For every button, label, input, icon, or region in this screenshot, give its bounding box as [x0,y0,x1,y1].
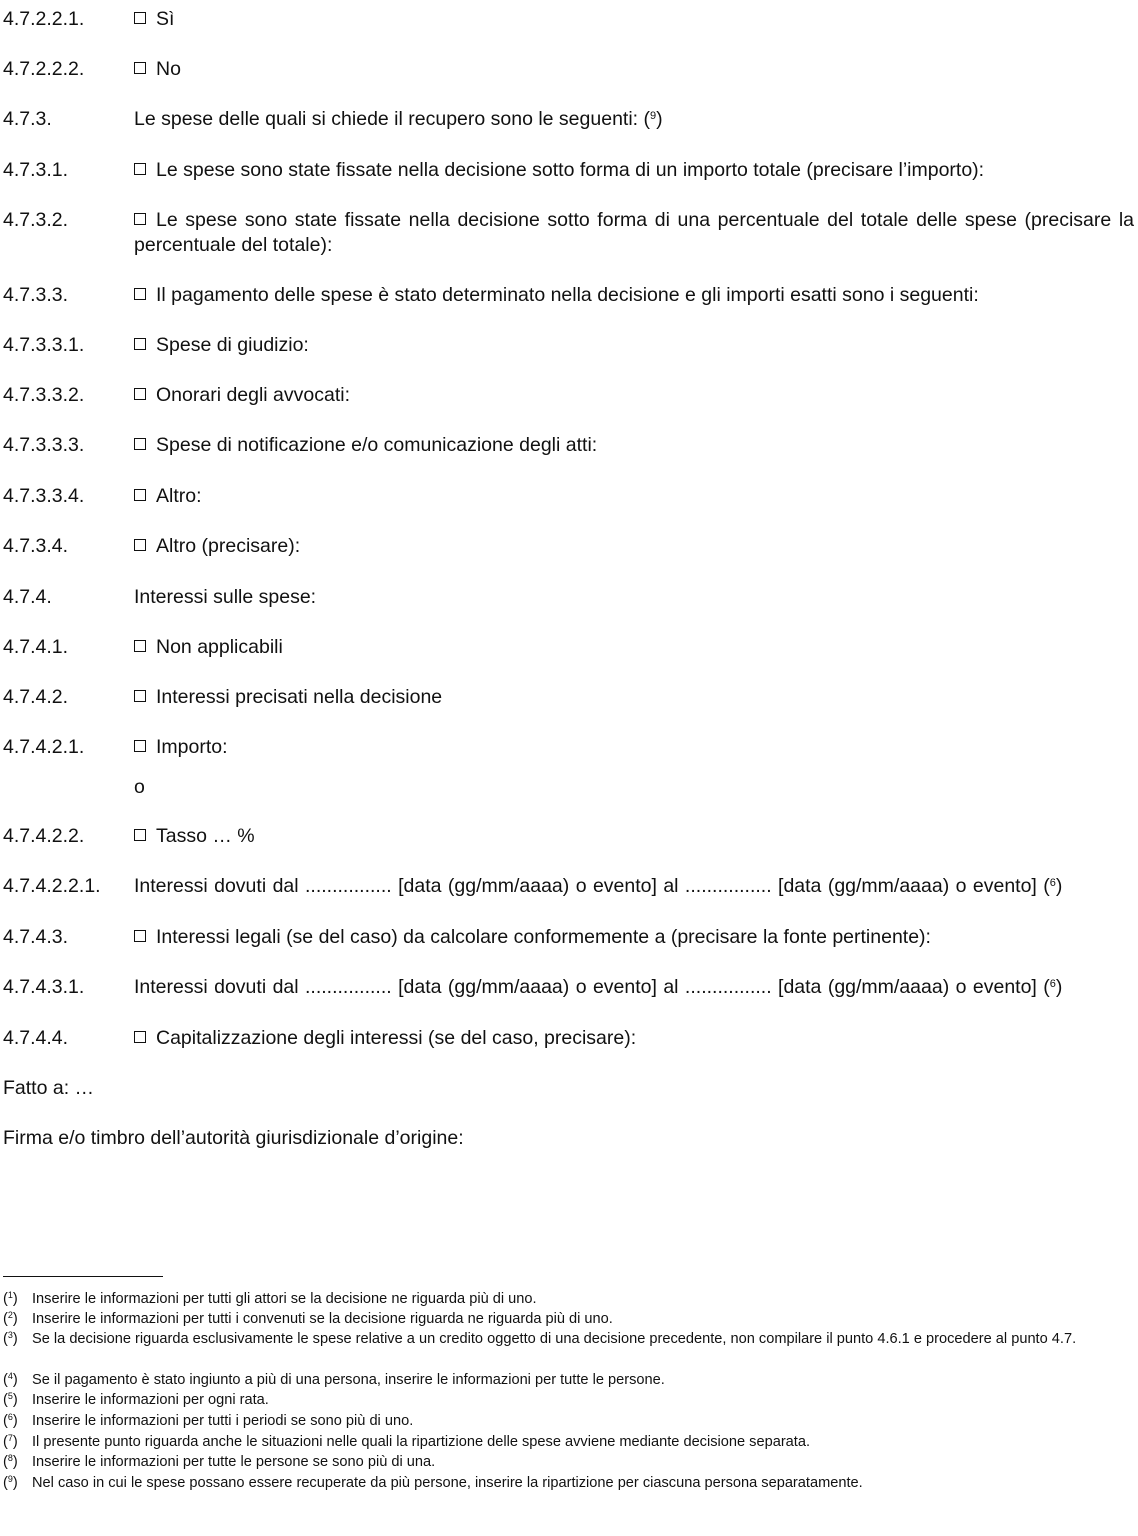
checkbox[interactable] [134,388,146,400]
item-text: Interessi precisati nella decisione [156,686,443,708]
item-text-after: ) [1055,875,1063,897]
footnote-ref[interactable]: 6 [1049,877,1056,889]
item-text: Il pagamento delle spese è stato determinato nella decisione e gli importi esatti sono i seguenti: [156,284,979,306]
footnote-7: ($^7$) Il presente punto riguarda anche le situazioni nelle quali la ripartizione delle spese avviene mediante decisione separata. [3,1432,1134,1452]
item-text: Importo: [156,736,228,758]
item-text: Altro (precisare): [156,535,301,557]
item-number: 4.7.2.2.2. [3,58,85,80]
footnote-ref[interactable]: 6 [1049,978,1056,990]
item-number: 4.7.3.3.4. [3,485,85,507]
item-text: Le spese sono state fissate nella decisione sotto forma di un importo totale (precisare l’importo): [156,159,985,181]
item-number: 4.7.4.4. [3,1027,69,1049]
checkbox[interactable] [134,213,146,225]
footnote-text: Inserire le informazioni per tutti i periodi se sono più di uno. [32,1413,414,1429]
item-number: 4.7.3.2. [3,209,69,231]
checkbox[interactable] [134,338,146,350]
footnote-text: Inserire le informazioni per tutti i convenuti se la decisione riguarda ne riguarda più di uno. [32,1311,613,1327]
item-text-after: ) [1055,976,1063,998]
item-text: Interessi dovuti dal ................ [data (gg/mm/aaaa) o evento] al ................ [data (gg/mm/aaaa) o evento] ( [134,976,1050,998]
checkbox[interactable] [134,539,146,551]
footnote-text: Se il pagamento è stato ingiunto a più di una persona, inserire le informazioni per tutte le persone. [32,1372,665,1388]
footnote-mark: 2 [7,1310,13,1320]
footnote-9: ($^9$) Nel caso in cui le spese possano essere recuperate da più persone, inserire la ripartizione per ciascuna persona separatamente. [3,1473,1134,1493]
item-number: 4.7.3.3.1. [3,334,85,356]
checkbox[interactable] [134,62,146,74]
item-number: 4.7.4.3. [3,926,69,948]
footnote-text: Inserire le informazioni per tutti gli attori se la decisione ne riguarda più di uno. [32,1291,537,1307]
checkbox[interactable] [134,690,146,702]
item-text: Sì [156,8,175,30]
footnote-text: Inserire le informazioni per ogni rata. [32,1392,269,1408]
footnote-4: ($^4$) Se il pagamento è stato ingiunto a più di una persona, inserire le informazioni per tutte le persone. [3,1370,1134,1390]
item-number: 4.7.3.3.3. [3,434,85,456]
footnote-2: ($^2$) Inserire le informazioni per tutti i convenuti se la decisione riguarda ne riguarda più di uno. [3,1309,1134,1329]
item-text-after: ) [656,108,663,130]
item-text: Interessi sulle spese: [134,586,317,608]
footnote-1: ($^1$) Inserire le informazioni per tutti gli attori se la decisione ne riguarda più di uno. [3,1289,1134,1309]
item-text: Onorari degli avvocati: [156,384,351,406]
footnote-5: ($^5$) Inserire le informazioni per ogni rata. [3,1390,1134,1410]
item-number: 4.7.4.2.2. [3,825,85,847]
item-number: 4.7.4.3.1. [3,976,85,998]
footnote-text: Il presente punto riguarda anche le situazioni nelle quali la ripartizione delle spese avviene mediante decisione separata. [32,1434,811,1450]
item-number: 4.7.4.2.2.1. [3,875,101,897]
place-line: Fatto a: … [3,1077,95,1099]
item-text: o [134,776,145,798]
item-text: Spese di notificazione e/o comunicazione degli atti: [156,434,598,456]
footnote-mark: 9 [7,1474,13,1484]
checkbox[interactable] [134,740,146,752]
checkbox[interactable] [134,829,146,841]
item-text: Spese di giudizio: [156,334,309,356]
footnote-text: Inserire le informazioni per tutte le persone se sono più di una. [32,1454,436,1470]
item-number: 4.7.3.4. [3,535,69,557]
item-number: 4.7.4.1. [3,636,69,658]
footnote-mark: 5 [7,1391,13,1401]
footnote-3: ($^3$) Se la decisione riguarda esclusivamente le spese relative a un credito oggetto di una decisione precedente, non compilare il punto 4.6.1 e procedere al punto 4.7. [3,1329,1134,1349]
footnote-separator [3,1276,163,1277]
footnote-mark: 7 [7,1433,13,1443]
checkbox[interactable] [134,640,146,652]
footnote-8: ($^8$) Inserire le informazioni per tutte le persone se sono più di una. [3,1452,1134,1472]
checkbox[interactable] [134,288,146,300]
item-text: Capitalizzazione degli interessi (se del caso, precisare): [156,1027,637,1049]
footnote-mark: 8 [7,1453,13,1463]
item-text: Non applicabili [156,636,283,658]
footnote-ref[interactable]: 9 [650,110,657,122]
item-number: 4.7.4.2. [3,686,69,708]
item-text: No [156,58,181,80]
item-number: 4.7.3.3.2. [3,384,85,406]
item-text: Le spese delle quali si chiede il recupero sono le seguenti: ( [134,108,650,130]
checkbox[interactable] [134,930,146,942]
item-text: Le spese sono state fissate nella decisione sotto forma di una percentuale del totale delle spese (precisare la percentuale del totale): [134,209,1134,256]
footnote-text: Se la decisione riguarda esclusivamente le spese relative a un credito oggetto di una decisione precedente, non compilare il punto 4.6.1 e procedere al punto 4.7. [32,1331,1077,1347]
checkbox[interactable] [134,1031,146,1043]
checkbox[interactable] [134,163,146,175]
checkbox[interactable] [134,489,146,501]
footnote-mark: 1 [7,1290,13,1300]
item-number: 4.7.4. [3,586,52,608]
item-number: 4.7.2.2.1. [3,8,85,30]
checkbox[interactable] [134,12,146,24]
item-number: 4.7.3.1. [3,159,69,181]
item-text: Interessi dovuti dal ................ [data (gg/mm/aaaa) o evento] al ................ [data (gg/mm/aaaa) o evento] ( [134,875,1050,897]
item-number: 4.7.3. [3,108,52,130]
signature-line: Firma e/o timbro dell’autorità giurisdizionale d’origine: [3,1127,464,1149]
footnote-mark: 6 [7,1412,13,1422]
footnote-6: ($^6$) Inserire le informazioni per tutti i periodi se sono più di uno. [3,1411,1134,1431]
item-number: 4.7.4.2.1. [3,736,85,758]
item-text: Altro: [156,485,202,507]
footnote-mark: 3 [7,1330,13,1340]
item-text: Interessi legali (se del caso) da calcolare conformemente a (precisare la fonte pertinente): [156,926,931,948]
checkbox[interactable] [134,438,146,450]
footnote-mark: 4 [7,1371,13,1381]
item-number: 4.7.3.3. [3,284,69,306]
item-text: Tasso … % [156,825,255,847]
footnote-text: Nel caso in cui le spese possano essere recuperate da più persone, inserire la ripartizione per ciascuna persona separatamente. [32,1475,863,1491]
